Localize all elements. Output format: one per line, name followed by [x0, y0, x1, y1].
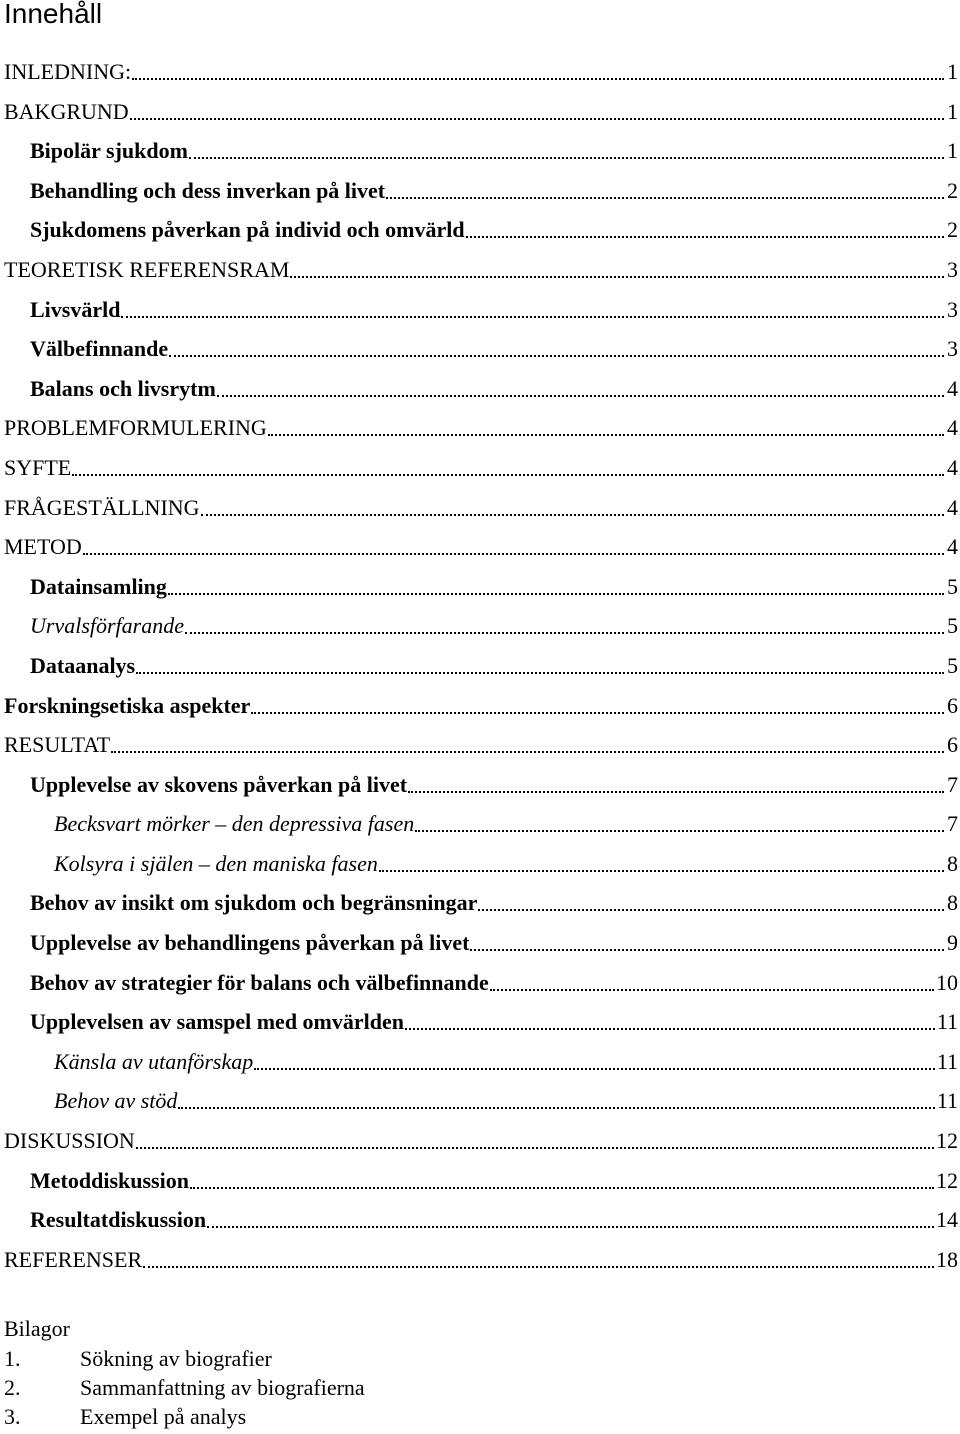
toc-page-number: 1 — [947, 98, 958, 124]
toc-page-number: 8 — [947, 890, 958, 916]
toc-entry-label: REFERENSER — [4, 1246, 143, 1272]
toc-entry-line — [4, 725, 960, 765]
toc-entry-line — [30, 923, 960, 963]
dot-leader — [83, 531, 944, 555]
table-of-contents — [0, 52, 960, 1279]
toc-entry[interactable] — [0, 686, 960, 726]
dot-leader — [466, 214, 944, 238]
toc-entry-label: Bipolär sjukdom — [30, 138, 188, 164]
dot-leader — [408, 769, 944, 793]
toc-entry-line — [30, 131, 960, 171]
toc-page-number: 6 — [947, 732, 958, 758]
dot-leader — [189, 135, 944, 159]
dot-leader — [470, 927, 944, 951]
dot-leader — [217, 373, 944, 397]
dot-leader — [201, 492, 944, 516]
dot-leader — [207, 1204, 934, 1228]
toc-page-number: 4 — [947, 494, 958, 520]
toc-entry-line — [30, 963, 960, 1003]
toc-entry-label: RESULTAT — [4, 732, 111, 758]
toc-page-number: 8 — [947, 850, 958, 876]
toc-entry-line — [30, 567, 960, 607]
appendix-item — [4, 1402, 365, 1431]
toc-entry[interactable] — [0, 171, 960, 211]
dot-leader — [168, 571, 944, 595]
dot-leader — [251, 690, 944, 714]
dot-leader — [268, 412, 944, 436]
toc-entry[interactable] — [0, 488, 960, 528]
toc-entry-line — [54, 804, 960, 844]
toc-entry-label: Upplevelsen av samspel med omvärlden — [30, 1009, 404, 1035]
toc-page-number: 12 — [936, 1128, 958, 1154]
toc-entry-label: Livsvärld — [30, 296, 121, 322]
toc-entry-line — [30, 1161, 960, 1201]
toc-entry-line — [30, 210, 960, 250]
toc-page-number: 1 — [947, 59, 958, 84]
toc-entry-line — [30, 171, 960, 211]
toc-entry-line — [4, 686, 960, 726]
toc-entry-label: Forskningsetiska aspekter — [4, 692, 251, 718]
dot-leader — [132, 56, 944, 80]
dot-leader — [379, 848, 944, 872]
toc-page-number: 4 — [947, 375, 958, 401]
toc-entry-line — [30, 329, 960, 369]
toc-entry-line — [4, 250, 960, 290]
toc-entry[interactable] — [0, 567, 960, 607]
toc-page-number: 4 — [947, 415, 958, 441]
toc-page-number: 1 — [947, 138, 958, 164]
dot-leader — [185, 610, 944, 634]
toc-page-number: 5 — [947, 613, 958, 639]
toc-entry-line — [4, 488, 960, 528]
appendix-heading: Bilagor — [4, 1316, 70, 1341]
dot-leader — [143, 1244, 934, 1268]
toc-entry[interactable] — [0, 1240, 960, 1280]
toc-entry[interactable] — [0, 725, 960, 765]
toc-entry-label: SYFTE — [4, 454, 72, 480]
page-title: Innehåll — [4, 0, 103, 29]
toc-entry-line — [30, 606, 960, 646]
toc-entry[interactable] — [0, 527, 960, 567]
appendix-item — [4, 1344, 365, 1373]
appendix-list — [4, 1314, 365, 1431]
dot-leader — [130, 96, 944, 120]
toc-entry-line — [54, 1081, 960, 1121]
toc-entry-label: Urvalsförfarande — [30, 613, 184, 639]
toc-page-number: 9 — [947, 930, 958, 956]
toc-entry-line — [4, 448, 960, 488]
toc-entry-label: Metoddiskussion — [30, 1167, 189, 1193]
toc-page-number: 18 — [936, 1246, 958, 1272]
toc-page-number: 2 — [947, 217, 958, 243]
toc-entry[interactable] — [0, 1081, 960, 1121]
appendix-item-label: Exempel på analys — [80, 1404, 247, 1429]
toc-page-number: 4 — [947, 534, 958, 560]
dot-leader — [169, 333, 944, 357]
toc-entry-label: Balans och livsrytm — [30, 375, 216, 401]
toc-entry-label: Upplevelse av skovens påverkan på livet — [30, 771, 408, 797]
toc-entry[interactable] — [0, 408, 960, 448]
toc-entry[interactable] — [0, 448, 960, 488]
toc-entry[interactable] — [0, 923, 960, 963]
toc-page-number: 2 — [947, 177, 958, 203]
toc-page-number: 6 — [947, 692, 958, 718]
toc-page-number: 3 — [947, 256, 958, 282]
toc-entry[interactable] — [0, 131, 960, 171]
toc-entry-line — [4, 527, 960, 567]
toc-entry-line — [4, 1121, 960, 1161]
dot-leader — [190, 1165, 934, 1189]
toc-entry-label: FRÅGESTÄLLNING — [4, 494, 200, 520]
dot-leader — [386, 175, 944, 199]
toc-entry[interactable] — [0, 606, 960, 646]
toc-entry-label: Behandling och dess inverkan på livet — [30, 177, 386, 203]
toc-entry[interactable] — [0, 1002, 960, 1042]
toc-entry-label: Behov av insikt om sjukdom och begränsningar — [30, 890, 478, 916]
dot-leader — [490, 967, 934, 991]
toc-entry-line — [4, 52, 960, 92]
toc-entry-label: Kolsyra i själen – den maniska fasen — [54, 850, 378, 876]
toc-entry[interactable] — [0, 369, 960, 409]
toc-entry[interactable] — [0, 52, 960, 92]
toc-entry-label: Resultatdiskussion — [30, 1207, 207, 1233]
toc-entry-label: Behov av strategier för balans och välbefinnande — [30, 969, 489, 995]
dot-leader — [136, 1125, 934, 1149]
dot-leader — [405, 1006, 935, 1030]
toc-page-number: 11 — [936, 1048, 958, 1074]
toc-entry-line — [54, 844, 960, 884]
toc-entry-line — [54, 1042, 960, 1082]
toc-entry[interactable] — [0, 210, 960, 250]
toc-entry[interactable] — [0, 1042, 960, 1082]
toc-entry-label: Känsla av utanförskap — [54, 1048, 254, 1074]
toc-entry-line — [30, 883, 960, 923]
toc-page-number: 12 — [936, 1167, 958, 1193]
toc-entry-label: Behov av stöd — [54, 1088, 178, 1114]
appendix-item-number: 3. — [4, 1404, 21, 1429]
toc-entry[interactable] — [0, 329, 960, 369]
dot-leader — [121, 294, 944, 318]
toc-entry-label: BAKGRUND — [4, 98, 129, 124]
dot-leader — [72, 452, 944, 476]
toc-entry[interactable] — [0, 1200, 960, 1240]
appendix-item-label: Sammanfattning av biografierna — [80, 1375, 365, 1400]
toc-entry-label: Datainsamling — [30, 573, 167, 599]
toc-page-number: 7 — [947, 771, 958, 797]
toc-entry[interactable] — [0, 883, 960, 923]
appendix-item-number: 2. — [4, 1375, 21, 1400]
appendix-item-label: Sökning av biografier — [80, 1346, 272, 1371]
toc-entry-line — [30, 765, 960, 805]
toc-entry[interactable] — [0, 250, 960, 290]
toc-entry-label: TEORETISK REFERENSRAM — [4, 256, 290, 282]
toc-entry[interactable] — [0, 765, 960, 805]
toc-entry[interactable] — [0, 804, 960, 844]
toc-entry[interactable] — [0, 963, 960, 1003]
toc-entry-label: Becksvart mörker – den depressiva fasen — [54, 811, 415, 837]
toc-entry-line — [30, 646, 960, 686]
toc-entry-line — [30, 290, 960, 330]
toc-entry[interactable] — [0, 1121, 960, 1161]
toc-entry[interactable] — [0, 290, 960, 330]
toc-page-number: 3 — [947, 336, 958, 362]
toc-entry-line — [30, 369, 960, 409]
toc-page-number: 14 — [936, 1207, 958, 1233]
toc-entry-label: INLEDNING: — [4, 59, 132, 84]
toc-entry[interactable] — [0, 1161, 960, 1201]
toc-entry[interactable] — [0, 646, 960, 686]
toc-entry-line — [30, 1002, 960, 1042]
appendix-item — [4, 1373, 365, 1402]
toc-entry-line — [4, 92, 960, 132]
toc-entry-label: METOD — [4, 534, 82, 560]
toc-entry-label: Sjukdomens påverkan på individ och omvärld — [30, 217, 465, 243]
dot-leader — [111, 729, 944, 753]
dot-leader — [290, 254, 944, 278]
toc-entry-line — [4, 1240, 960, 1280]
toc-entry[interactable] — [0, 92, 960, 132]
dot-leader — [136, 650, 944, 674]
dot-leader — [254, 1046, 935, 1070]
toc-page-number: 7 — [947, 811, 958, 837]
toc-entry-label: Dataanalys — [30, 652, 136, 678]
dot-leader — [478, 887, 944, 911]
dot-leader — [415, 808, 944, 832]
toc-entry-line — [30, 1200, 960, 1240]
toc-entry-label: PROBLEMFORMULERING — [4, 415, 267, 441]
toc-page-number: 11 — [936, 1088, 958, 1114]
toc-page-number: 11 — [936, 1009, 958, 1035]
toc-page-number: 5 — [947, 652, 958, 678]
toc-page-number: 5 — [947, 573, 958, 599]
dot-leader — [178, 1085, 934, 1109]
appendix-item-number: 1. — [4, 1346, 21, 1371]
toc-page-number: 4 — [947, 454, 958, 480]
toc-entry-line — [4, 408, 960, 448]
toc-entry[interactable] — [0, 844, 960, 884]
toc-page-number: 3 — [947, 296, 958, 322]
toc-page-number: 10 — [936, 969, 958, 995]
toc-entry-label: Välbefinnande — [30, 336, 169, 362]
toc-entry-label: Upplevelse av behandlingens påverkan på livet — [30, 930, 470, 956]
toc-entry-label: DISKUSSION — [4, 1128, 135, 1154]
